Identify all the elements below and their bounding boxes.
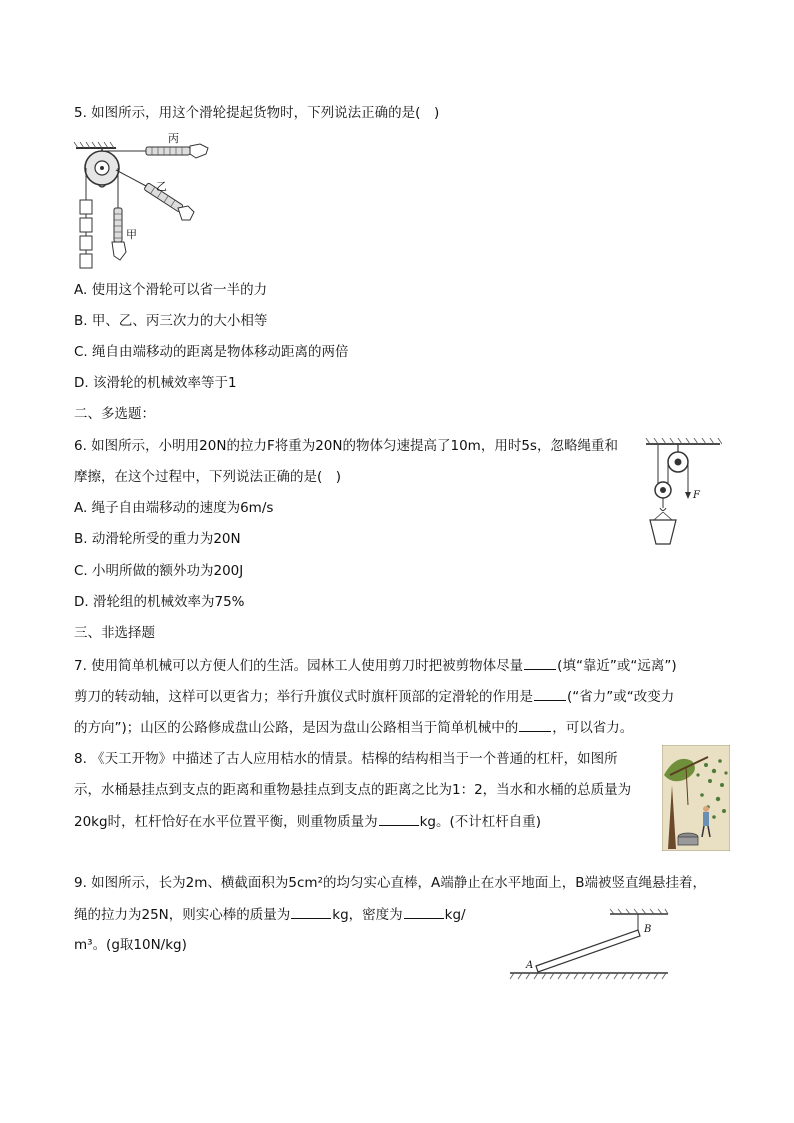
q5-label-bing: 丙	[168, 132, 179, 145]
q9-line2-text-a: 绳的拉力为25N，则实心棒的质量为	[74, 907, 291, 923]
q6-option-c: C. 小明所做的额外功为200J	[74, 563, 244, 579]
q8-line1: 8. 《天工开物》中描述了古人应用桔水的情景。桔槔的结构相当于一个普通的杠杆，如图所	[74, 751, 618, 767]
q7-line2-text-b: (“省力”或“改变力	[567, 689, 675, 705]
q5-pulley-figure	[72, 128, 222, 270]
q8-blank-1[interactable]	[379, 812, 419, 826]
section-non-choice: 三、非选择题	[74, 625, 155, 641]
q7-line1-text-b: (填“靠近”或“远离”)	[557, 658, 677, 674]
q6-stem-line2: 摩擦，在这个过程中，下列说法正确的是( )	[74, 469, 342, 485]
q9-line3: m³。(g取10N/kg)	[74, 937, 187, 953]
section-multiple-choice: 二、多选题：	[74, 406, 155, 422]
q5-label-yi: 乙	[156, 180, 167, 193]
q6-option-d: D. 滑轮组的机械效率为75%	[74, 594, 245, 610]
q6-pulley-block-figure	[644, 432, 722, 548]
q6-option-b: B. 动滑轮所受的重力为20N	[74, 531, 241, 547]
q7-line2-text-a: 剪刀的转动轴，这样可以更省力；举行升旗仪式时旗杆顶部的定滑轮的作用是	[74, 689, 533, 705]
q5-option-a: A. 使用这个滑轮可以省一半的力	[74, 282, 268, 298]
q9-line1: 9. 如图所示，长为2m、横截面积为5cm²的均匀实心直棒，A端静止在水平地面上，B端被竖直绳悬挂着，	[74, 875, 706, 891]
q7-blank-1[interactable]	[524, 656, 556, 670]
q9-rod-figure	[508, 908, 670, 982]
q7-line3-text-b: ，可以省力。	[552, 720, 634, 736]
q8-line2: 示，水桶悬挂点到支点的距离和重物悬挂点到支点的距离之比为1：2，当水和水桶的总质量为	[74, 782, 632, 798]
q5-option-d: D. 该滑轮的机械效率等于1	[74, 375, 237, 391]
q9-line2-text-b: kg，密度为	[332, 907, 403, 923]
q9-blank-2[interactable]	[404, 905, 444, 919]
q7-line3	[74, 718, 633, 737]
q5-option-c: C. 绳自由端移动的距离是物体移动距离的两倍	[74, 344, 349, 360]
q7-line1-text-a: 7. 使用简单机械可以方便人们的生活。园林工人使用剪刀时把被剪物体尽量	[74, 658, 524, 674]
q7-line1	[74, 656, 677, 675]
q8-line3	[74, 812, 541, 831]
q6-label-f: F	[693, 490, 700, 501]
q5-stem: 5. 如图所示，用这个滑轮提起货物时，下列说法正确的是( )	[74, 105, 440, 121]
q7-line2	[74, 687, 674, 706]
q9-label-b: B	[644, 924, 652, 935]
q6-stem-line1: 6. 如图所示，小明用20N的拉力F将重为20N的物体匀速提高了10m，用时5s，忽略绳重和	[74, 438, 618, 454]
q5-option-b: B. 甲、乙、丙三次力的大小相等	[74, 313, 268, 329]
q9-line2-text-c: kg/	[444, 907, 466, 923]
q9-line2	[74, 905, 466, 924]
q8-well-sweep-illustration	[662, 745, 730, 851]
q9-label-a: A	[526, 960, 534, 971]
q8-line3-text-b: kg。(不计杠杆自重)	[419, 814, 541, 830]
q5-label-jia: 甲	[126, 228, 137, 241]
q7-blank-2[interactable]	[534, 687, 566, 701]
q8-line3-text-a: 20kg时，杠杆恰好在水平位置平衡，则重物质量为	[74, 814, 378, 830]
q9-blank-1[interactable]	[291, 905, 331, 919]
q7-blank-3[interactable]	[519, 718, 551, 732]
q6-option-a: A. 绳子自由端移动的速度为6m/s	[74, 500, 274, 516]
q7-line3-text-a: 的方向”)；山区的公路修成盘山公路，是因为盘山公路相当于简单机械中的	[74, 720, 519, 736]
